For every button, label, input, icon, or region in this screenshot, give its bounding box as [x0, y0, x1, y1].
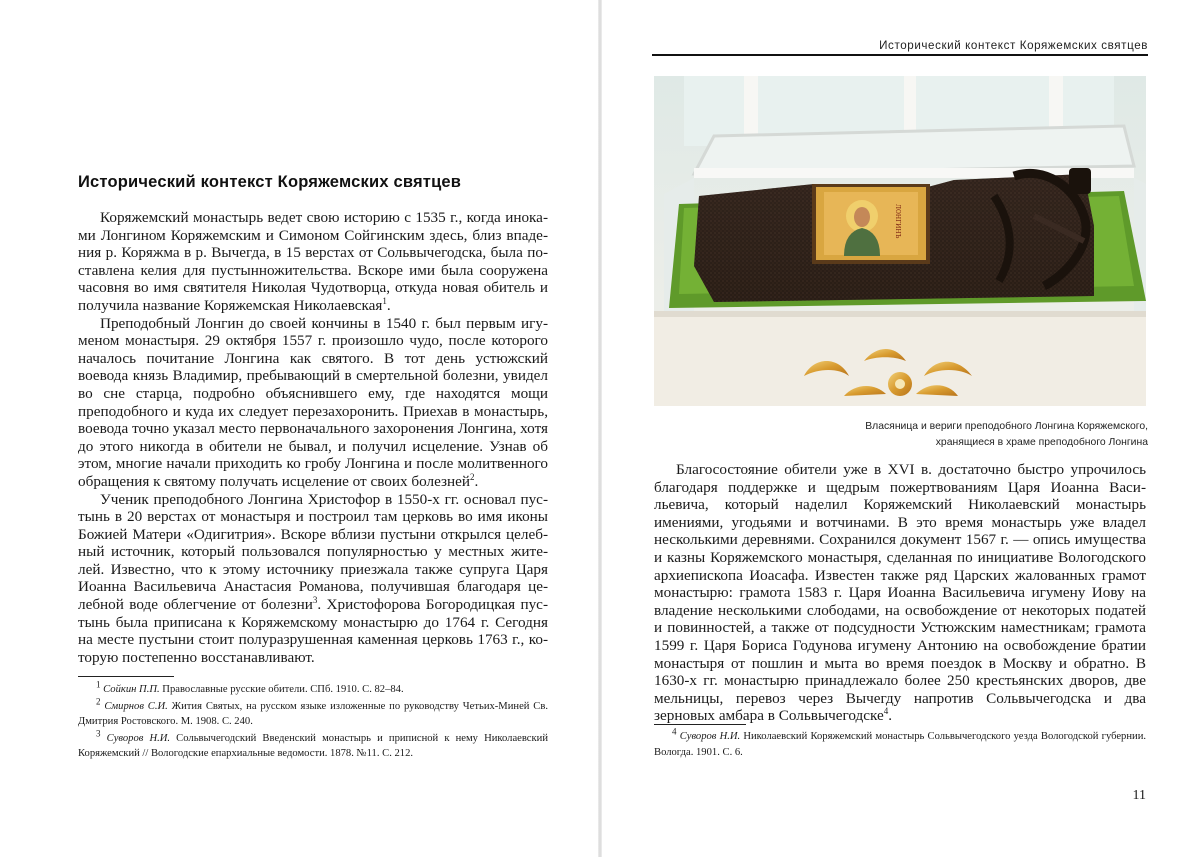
- footnote: [78, 696, 549, 730]
- footnote-ref[interactable]: 3: [312, 595, 318, 605]
- paragraph: [78, 315, 548, 491]
- photo-caption: [678, 419, 1148, 451]
- paragraph: [78, 209, 548, 315]
- footnote: [654, 726, 1147, 760]
- footnote-rule: [654, 724, 746, 725]
- relic-photo: [654, 76, 1146, 406]
- footnote-ref[interactable]: 2: [470, 471, 475, 482]
- icon-inscription: ЛОНГИНЪ: [894, 204, 901, 239]
- paragraph: [78, 491, 548, 667]
- paragraph-text: Коряжемский монастырь ведет свою историю с 1535 г., когда иноками Лонгином Коряжемским и Симоном Сойгинским здесь, близ впадения р. Коряжма в р. Вычегда, в 15 верстах от Сольвычегодска, была поставлена келия для пустынножительства. Вскоре ими была сооружена часовня во имя святителя Николая Чудотворца, откуда новая обитель и получила название Коряжемская Николаевская: [78, 209, 548, 314]
- footnote-author: Суворов Н.И.: [106, 732, 171, 744]
- header-rule: [652, 54, 1148, 56]
- paragraph-text: Преподобный Лонгин до своей кончины в 1540 г. был первым игуменом монастыря. 29 октября 1557 г. произошло чудо, после которого началось почитание Лонгина как святого. В тот день устюжский воевода князь Владимир, пребывающий в смертельной болезни, увидел во сне старца, подробно объяснившего ему, где находятся мощи преподобного и куда их следует перезахоронить. Приехав в монастырь, воевода точно указал место первоначального захоронения Лонгина, хотя до этого никогда в обители не бывал, и получил исцеление. Узнав об этом, многие начали приходить ко гробу Лонгина и после молитвенного обращения к святому получать исцеление от своих болезней: [78, 314, 549, 490]
- paragraph-tail: . Христофорова Богородицкая пустынь была приписана к Коряжемскому монастырю до 1764 г. Сегодня на месте пустыни стоит полуразрушенная каменная церковь 1763 г., которую постепенно восстанавливают.: [78, 596, 548, 666]
- footnote-author: Сойкин П.П.: [103, 684, 160, 695]
- footnote-ref[interactable]: 4: [883, 706, 889, 717]
- paragraph-tail: .: [474, 472, 479, 490]
- right-page: [600, 0, 1200, 857]
- left-body-text: [78, 209, 548, 666]
- paragraph-text: Ученик преподобного Лонгина Христофор в 1550-х гг. основал пустынь в 20 верстах от монастыря и построил там церковь во имя иконы Божией Матери «Одигитрия». Вскоре вблизи пустыни открылся целебный источник, который пользовался популярностью у местных жителей. Известно, что к этому источнику приезжала также супруга Царя Иоанна Васильевича Анастасия Романова, получившая благодаря целебной воде облегчение от болезни: [78, 490, 548, 614]
- footnote: [78, 679, 548, 698]
- footnote-ref[interactable]: 1: [382, 295, 387, 306]
- footnotes: [78, 679, 549, 763]
- chapter-title: Исторический контекст Коряжемских святцев: [78, 173, 462, 191]
- paragraph: [654, 461, 1146, 725]
- footnote-number: 3: [96, 728, 101, 739]
- footnote-text: Николаевский Коряжемский монастырь Сольвычегодского уезда Вологодской губернии. Вологда. 1901. С. 6.: [654, 731, 1147, 758]
- footnote-text: Православные русские обители. СПб. 1910. С. 82–84.: [159, 684, 404, 695]
- footnote-rule: [78, 676, 174, 677]
- footnote-number: 1: [96, 679, 101, 690]
- footnote-author: Смирнов С.И.: [104, 700, 168, 712]
- caption-line: Власяница и вериги преподобного Лонгина Коряжемского,: [865, 421, 1148, 432]
- footnote-author: Суворов Н.И.: [679, 731, 741, 742]
- footnote-number: 2: [96, 696, 101, 707]
- footnote-text: Сольвычегодский Введенский монастырь и приписной к нему Николаевский Коряжемский // Вологодские епархиальные ведомости. 1878. №11. С. 212.: [78, 732, 548, 760]
- footnote: [78, 728, 548, 762]
- relic-photo-illustration: [654, 76, 1146, 406]
- footnote-text: Жития Святых, на русском языке изложенные по руководству Четьих-Миней Св. Дмитрия Ростовского. М. 1908. С. 240.: [78, 700, 549, 728]
- footnote-number: 4: [672, 726, 677, 737]
- right-body-text: [654, 461, 1146, 725]
- paragraph-text: Благосостояние обители уже в XVI в. достаточно быстро упрочилось благодаря поддержке и щедрым пожертвованиям Царя Иоанна Васильевича, который наделил Коряжемский Николаевский монастырь имениями, угодьями и вотчинами. В это время монастырь уже владел несколькими деревнями. Сохранился документ 1567 г. — опись имущества и казны Коряжемского монастыря, сделанная по инициативе Вологодского архиепископа Иоасафа. Известен также ряд Царских жалованных грамот монастырю: грамота 1583 г. Царя Иоанна Васильевича игумену Иову на владение несколькими слободами, на освобождение от некоторых податей и повинностей, а также от подсудности Устюжским наместникам; грамота 1599 г. Царя Бориса Годунова игумену Антонию на освобождение братии монастыря от пошлин и мыта во время поездок в Москву и обратно. В 1630-х гг. монастырю принадлежало более 250 крестьянских дворов, две мельницы, перевоз через Вычегду напротив Сольвычегодска и два зерновых амбара в Сольвычегодске: [654, 461, 1146, 725]
- running-head: Исторический контекст Коряжемских святцев: [879, 39, 1148, 52]
- footnotes: [654, 726, 1147, 761]
- caption-line: хранящиеся в храме преподобного Лонгина: [935, 437, 1148, 448]
- page-number: 11: [1132, 788, 1146, 803]
- paragraph-tail: .: [888, 707, 893, 725]
- paragraph-tail: .: [386, 296, 391, 314]
